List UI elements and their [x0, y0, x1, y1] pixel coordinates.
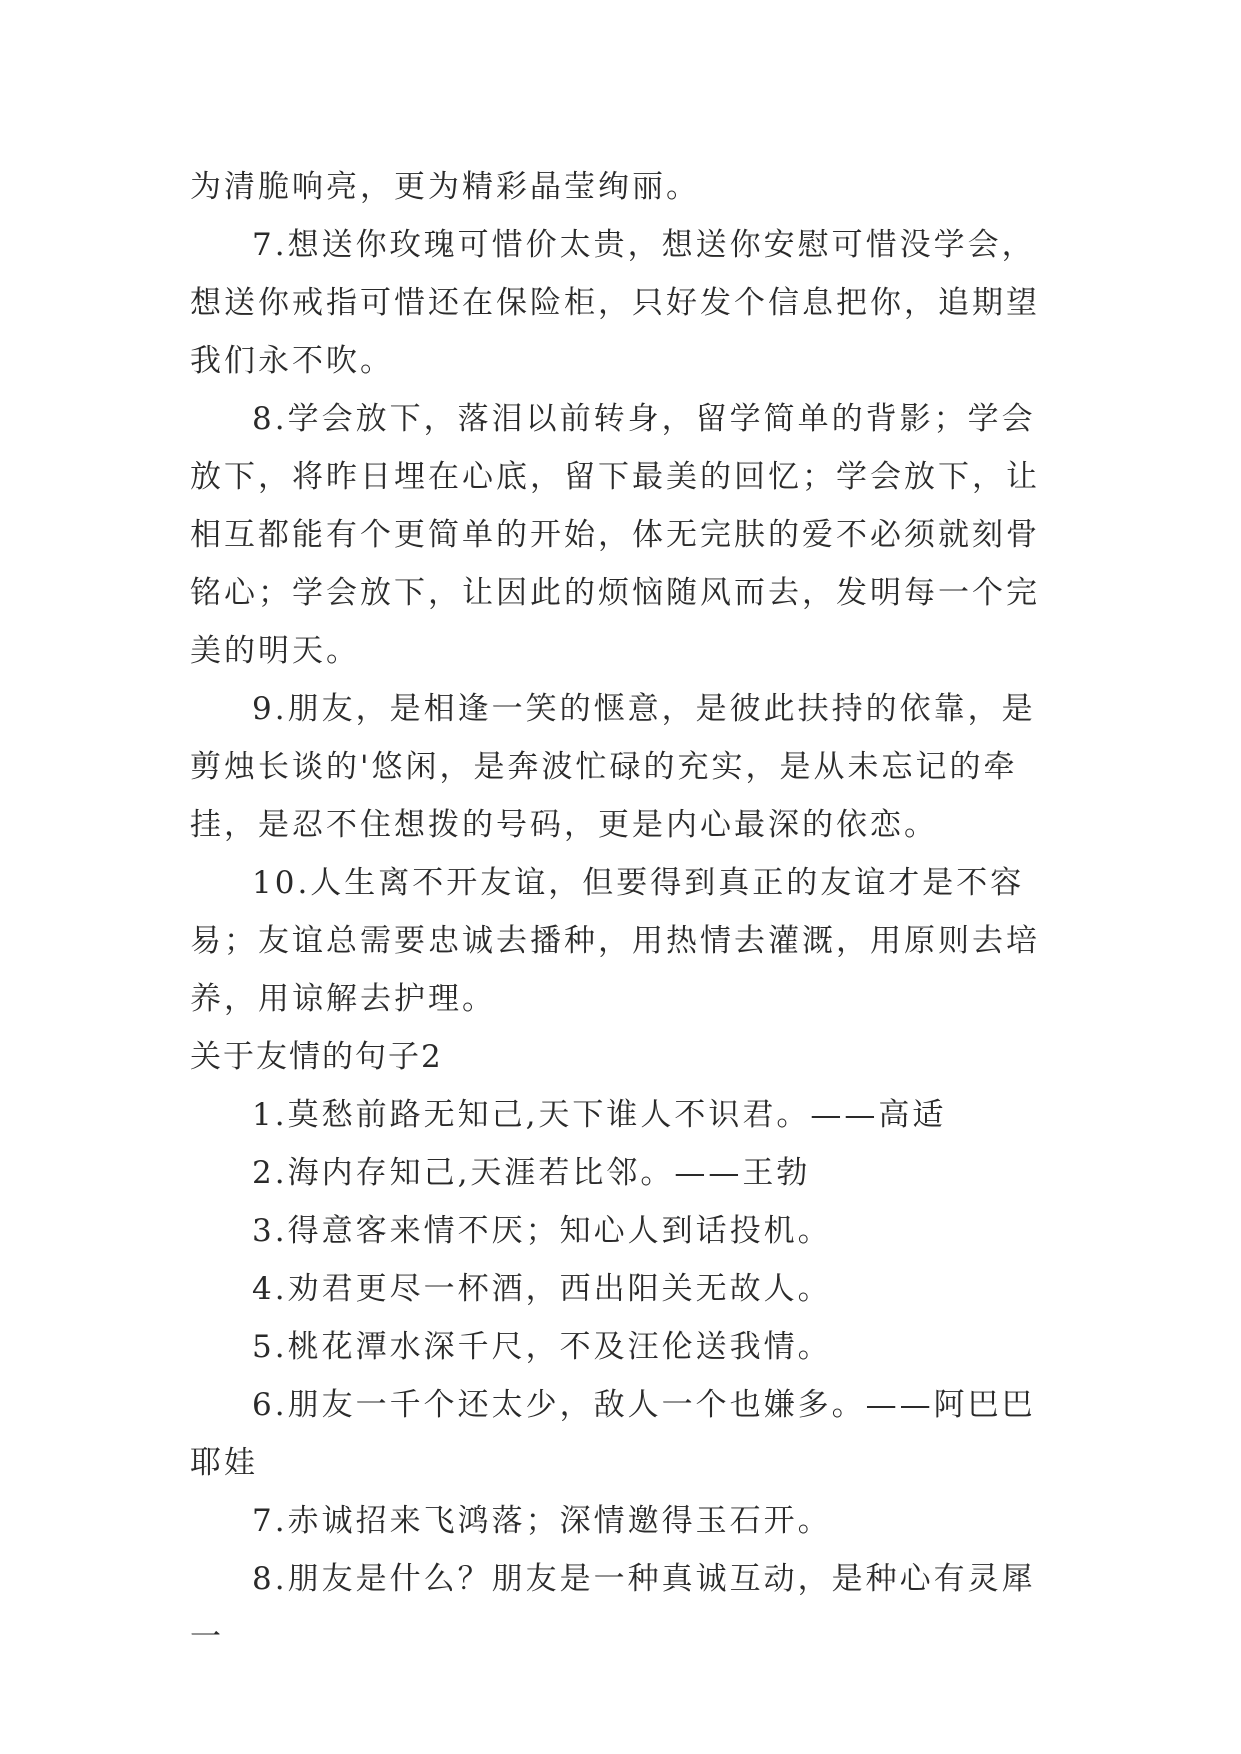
- quote-item-5: 5.桃花潭水深千尺，不及汪伦送我情。: [252, 1329, 832, 1365]
- paragraph-item-8: 8.学会放下，落泪以前转身，留学简单的背影；学会放下，将昨日埋在心底，留下最美的回忆；学会放下，让相互都能有个更简单的开始，体无完肤的爱不必须就刻骨铭心；学会放下，让因此的烦恼随风而去，发明每一个完美的明天。: [190, 401, 1040, 669]
- quote-item-6: 6.朋友一千个还太少，敌人一个也嫌多。——阿巴巴耶娃: [190, 1387, 1036, 1481]
- quote-item-4: 4.劝君更尽一杯酒，西出阳关无故人。: [252, 1271, 832, 1307]
- quote-item-8: 8.朋友是什么？朋友是一种真诚互动，是种心有灵犀一: [190, 1561, 1036, 1655]
- quote-item-3: 3.得意客来情不厌；知心人到话投机。: [252, 1213, 832, 1249]
- section-heading: 关于友情的句子2: [190, 1039, 443, 1075]
- quote-item-2: 2.海内存知己,天涯若比邻。——王勃: [252, 1155, 811, 1191]
- quote-item-7: 7.赤诚招来飞鸿落；深情邀得玉石开。: [252, 1503, 832, 1539]
- paragraph-item-7: 7.想送你玫瑰可惜价太贵，想送你安慰可惜没学会，想送你戒指可惜还在保险柜，只好发个信息把你，追期望我们永不吹。: [190, 227, 1040, 379]
- document-body: [190, 158, 1055, 1666]
- paragraph-continuation: 为清脆响亮，更为精彩晶莹绚丽。: [190, 169, 700, 205]
- paragraph-item-10: 10.人生离不开友谊，但要得到真正的友谊才是不容易；友谊总需要忠诚去播种，用热情去灌溉，用原则去培养，用谅解去护理。: [190, 865, 1040, 1017]
- quote-item-1: 1.莫愁前路无知己,天下谁人不识君。——高适: [252, 1097, 947, 1133]
- paragraph-item-9: 9.朋友，是相逢一笑的惬意，是彼此扶持的依靠，是剪烛长谈的'悠闲，是奔波忙碌的充实，是从未忘记的牵挂，是忍不住想拨的号码，更是内心最深的依恋。: [190, 691, 1036, 843]
